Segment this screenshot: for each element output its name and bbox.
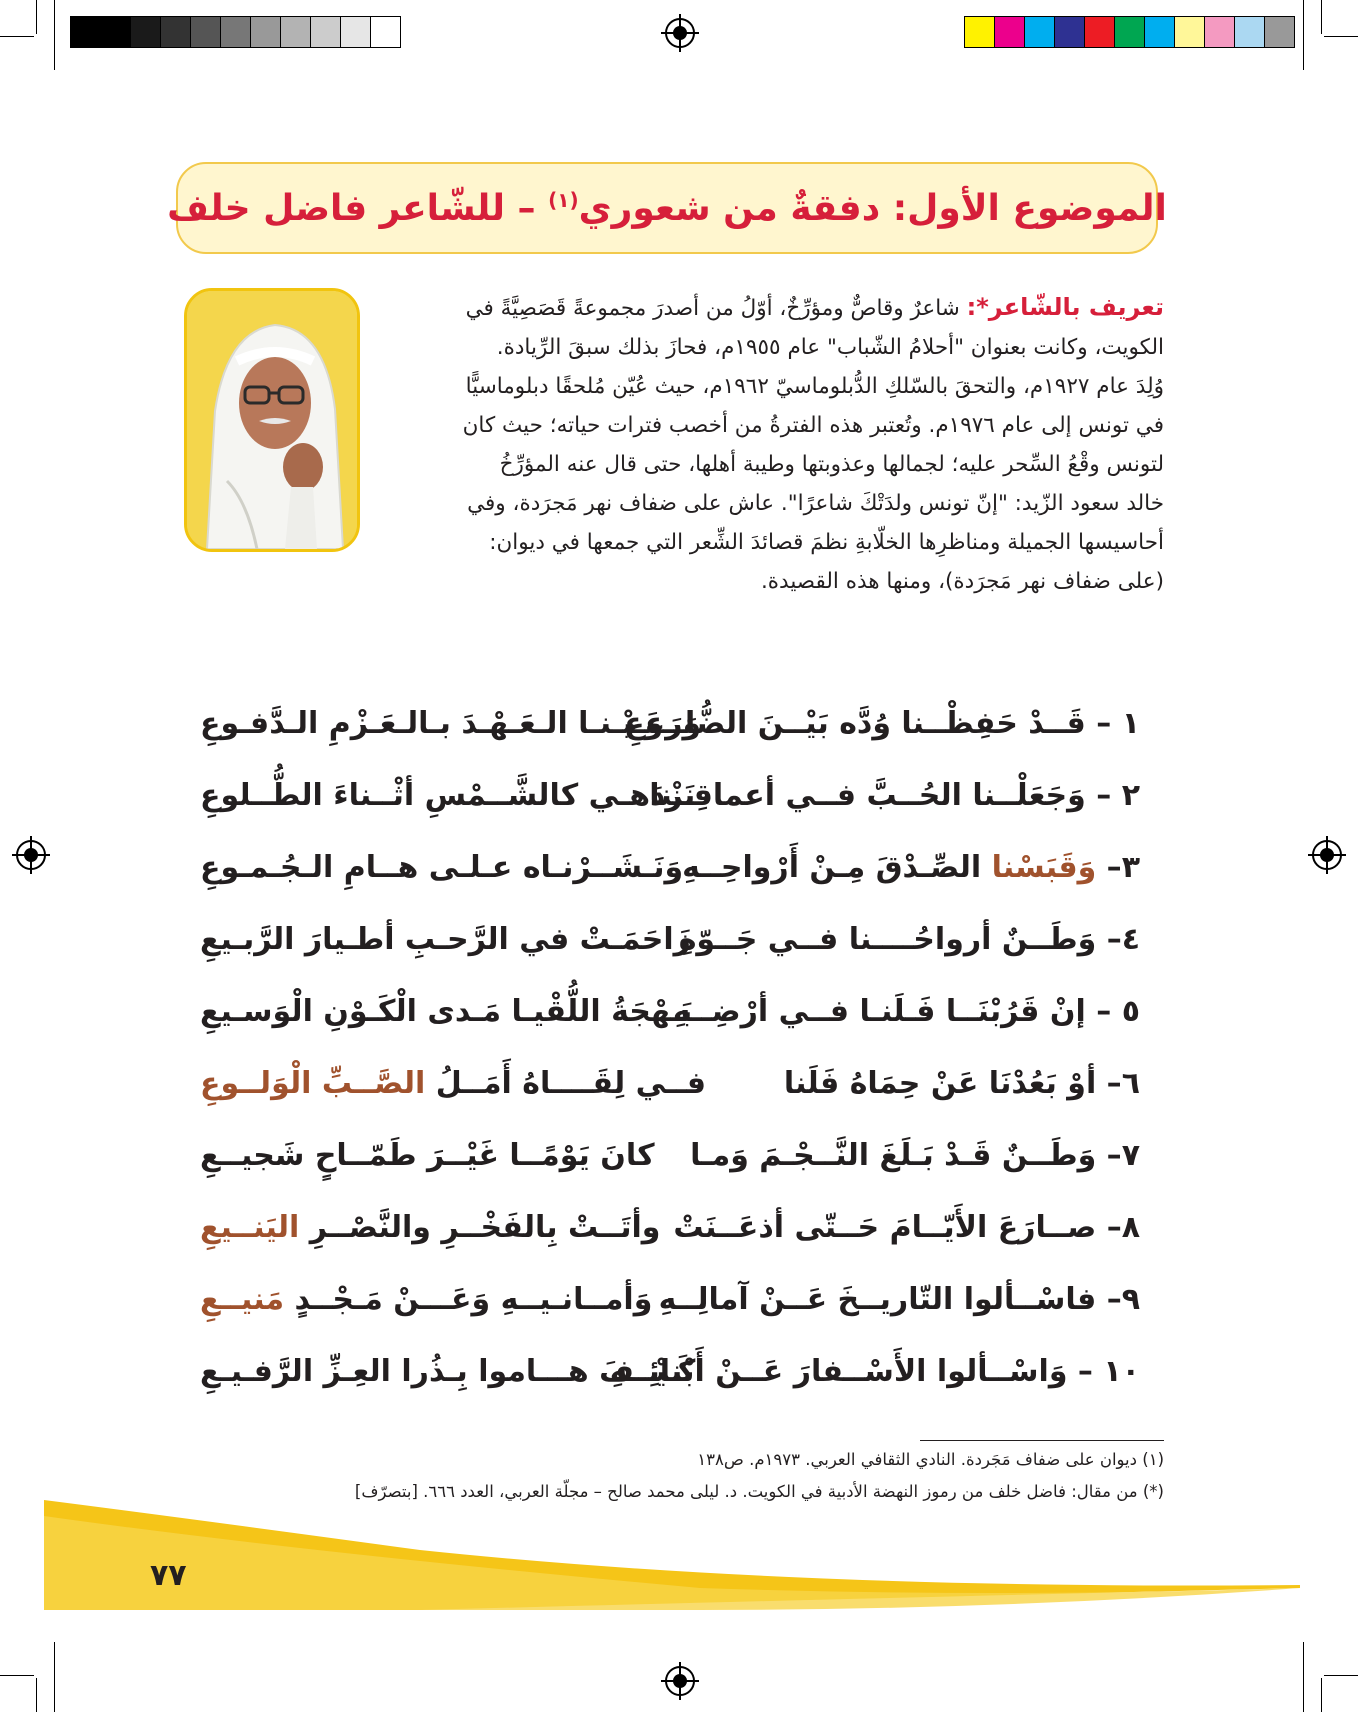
- title-main: الموضوع الأول: دفقةٌ من شعوري: [578, 187, 1167, 229]
- intro-line-7: أحاسيسها الجميلة ومناظرِها الخلّابةِ نظمَ قصائدَ الشِّعر التي جمعها في ديوان:: [489, 530, 1164, 555]
- poem: [200, 700, 1140, 1420]
- verse-first-hemistich: ٥ – إنْ قَرُبْنَــا فَـلَنـا فــي أرْضِــهِ: [672, 994, 1140, 1029]
- poem-verse: [200, 988, 1140, 1060]
- color-bar: [964, 16, 1295, 48]
- crop-mark: [0, 1675, 34, 1676]
- poem-verse: [200, 1276, 1140, 1348]
- verse-second-hemistich: كَـيْــفَ هـــاموا بِـذُرا العِـزِّ الرَّفـيـعِ: [200, 1354, 696, 1389]
- verse-second-hemistich: [200, 1276, 652, 1324]
- poem-verse: [200, 1348, 1140, 1420]
- poet-photo: [184, 288, 360, 552]
- poem-verse: [200, 1132, 1140, 1204]
- poet-introduction: [386, 288, 1164, 601]
- verse-highlight: وَقَبَسْنا: [991, 850, 1097, 885]
- crop-mark: [1321, 0, 1322, 34]
- verse-second-hemistich: بَـهْجَةُ اللُّقْيـا مَـدى الْكَـوْنِ الْوَسـيعِ: [200, 994, 693, 1029]
- registration-mark: [665, 18, 695, 48]
- page-title: [167, 188, 1167, 229]
- intro-line-1: [386, 288, 1164, 328]
- intro-line-2: الكويت، وكانت بعنوان "أحلامُ الشّباب" عام ١٩٥٥م، فحازَ بذلك سبقَ الرِّيادة.: [496, 335, 1164, 360]
- footnote-divider: [920, 1440, 1164, 1441]
- verse-second-hemistich: وَنَـشَــرْنـاه عـلـى هــامِ الـجُـمـوعِ: [200, 850, 684, 885]
- verse-number: ٣–: [1096, 850, 1140, 885]
- verse-text: وَأمــانـيــهِ وَعَـــنْ مَـجْــدٍ: [284, 1282, 653, 1317]
- crop-mark: [1324, 36, 1358, 37]
- verse-first-hemistich: ٩– فاسْــألوا التّاريــخَ عَــنْ آمالِــهِ: [658, 1282, 1140, 1317]
- poet-portrait-icon: [187, 291, 357, 549]
- verse-text: وأتَــتْ بِالفَخْــرِ والنَّصْــرِ: [299, 1210, 661, 1245]
- crop-mark: [0, 36, 34, 37]
- poem-verse: [200, 700, 1140, 772]
- registration-mark: [1312, 840, 1342, 870]
- verse-first-hemistich: [682, 844, 1140, 892]
- title-banner: [167, 162, 1167, 254]
- intro-line-6: خالد سعود الزّيد: "إنّ تونس ولدَتْكَ شاعرًا". عاش على ضفاف نهر مَجرَدة، وفي: [467, 491, 1164, 516]
- verse-highlight: مَنيــعِ: [200, 1282, 285, 1317]
- crop-mark: [1303, 1642, 1304, 1712]
- registration-mark: [665, 1666, 695, 1696]
- title-suffix: – للشّاعر فاضل خلف: [167, 187, 536, 229]
- crop-mark: [36, 0, 37, 34]
- footnote-2: (*) من مقال: فاضل خلف من رموز النهضة الأدبية في الكويت. د. ليلى محمد صالح – مجلّة العربي، العدد ٦٦٦. [بتصرّف]: [354, 1482, 1164, 1501]
- grayscale-bar: [70, 16, 401, 48]
- verse-second-hemistich: وَرَعَـيْـنـا الـعَـهْـدَ بـالـعَـزْمِ الـدَّفـوعِ: [200, 706, 702, 741]
- verse-first-hemistich: ١٠ – وَاسْــألوا الأَسْــفارَ عَــنْ أَبْنائِــهِ: [609, 1354, 1140, 1389]
- verse-first-hemistich: ٧– وَطَــنٌ قَـدْ بَـلَغَ النَّــجْـمَ وَمـا: [690, 1138, 1140, 1173]
- verse-text: الصِّـدْقَ مِـنْ أَرْواحِــهِ: [682, 850, 992, 885]
- verse-second-hemistich: كانَ يَوْمًــا غَيْــرَ طَمّــاحٍ شَجيــعِ: [200, 1138, 655, 1173]
- footnote-1: (١) ديوان على ضفاف مَجَردة. النادي الثقافي العربي. ١٩٧٣م. ص١٣٨: [697, 1450, 1164, 1469]
- title-footnote-ref: (١): [548, 187, 579, 212]
- crop-mark: [1303, 0, 1304, 70]
- intro-line-8: (على ضفاف نهر مَجرَدة)، ومنها هذه القصيدة.: [760, 569, 1164, 594]
- verse-second-hemistich: زَاحَمَـتْ في الرَّحـبِ أطـيارَ الرَّبـيعِ: [200, 922, 691, 957]
- registration-mark: [16, 840, 46, 870]
- verse-second-hemistich: [200, 1060, 706, 1108]
- poem-verse: [200, 772, 1140, 844]
- poem-verse: [200, 916, 1140, 988]
- crop-mark: [36, 1678, 37, 1712]
- verse-first-hemistich: ١ – قَــدْ حَفِظْــنا وُدَّه بَيْــنَ الضُّلــوعِ: [624, 706, 1140, 741]
- verse-first-hemistich: ٢ – وَجَعَلْــنا الحُــبَّ فــي أعماقِــنا: [649, 778, 1140, 813]
- decorative-swoosh: [0, 1460, 1358, 1610]
- intro-lead-label: تعريف بالشّاعر*:: [966, 293, 1164, 321]
- poem-verse: [200, 1204, 1140, 1276]
- verse-first-hemistich: ٤– وَطَــنٌ أرواحُــــنا فــي جَــوّهِ: [678, 922, 1140, 957]
- verse-second-hemistich: [200, 1204, 660, 1252]
- intro-line-3: وُلِدَ عام ١٩٢٧م، والتحقَ بالسّلكِ الدُّبلوماسيّ ١٩٦٢م، حيث عُيّن مُلحقًا دبلوماسيًّا: [465, 374, 1164, 399]
- verse-highlight: اليَنــيعِ: [200, 1210, 300, 1245]
- crop-mark: [1324, 1675, 1358, 1676]
- verse-first-hemistich: ٦– أوْ بَعُدْنَا عَنْ حِمَاهُ فَلَنا: [783, 1066, 1140, 1101]
- intro-text: شاعرٌ وقاصٌّ ومؤرِّخٌ، أوّلُ من أصدرَ مجموعةً قَصَصِيَّةً في: [465, 296, 960, 321]
- verse-highlight: الصَّــبِّ الْوَلــوعِ: [200, 1066, 426, 1101]
- verse-first-hemistich: ٨– صــارَعَ الأَيّــامَ حَــتّى أذعَــنَتْ: [673, 1210, 1140, 1245]
- crop-mark: [1321, 1678, 1322, 1712]
- intro-line-4: في تونس إلى عام ١٩٧٦م. وتُعتبر هذه الفترةُ من أخصب فترات حياته؛ حيث كان: [462, 413, 1164, 438]
- intro-line-5: لتونس وقْعُ السِّحر عليه؛ لجمالها وعذوبتها وطيبة أهلها، حتى قال عنه المؤرِّخُ: [499, 452, 1164, 477]
- verse-second-hemistich: نَزْدَهـي كالشَّــمْسِ أثْــناءَ الطُّــلوعِ: [200, 778, 696, 813]
- verse-text: فــي لِقَــــاهُ أَمَــلُ: [425, 1066, 707, 1101]
- page-number: ٧٧: [150, 1558, 187, 1593]
- poem-verse: [200, 844, 1140, 916]
- crop-mark: [54, 1642, 55, 1712]
- poem-verse: [200, 1060, 1140, 1132]
- crop-mark: [54, 0, 55, 70]
